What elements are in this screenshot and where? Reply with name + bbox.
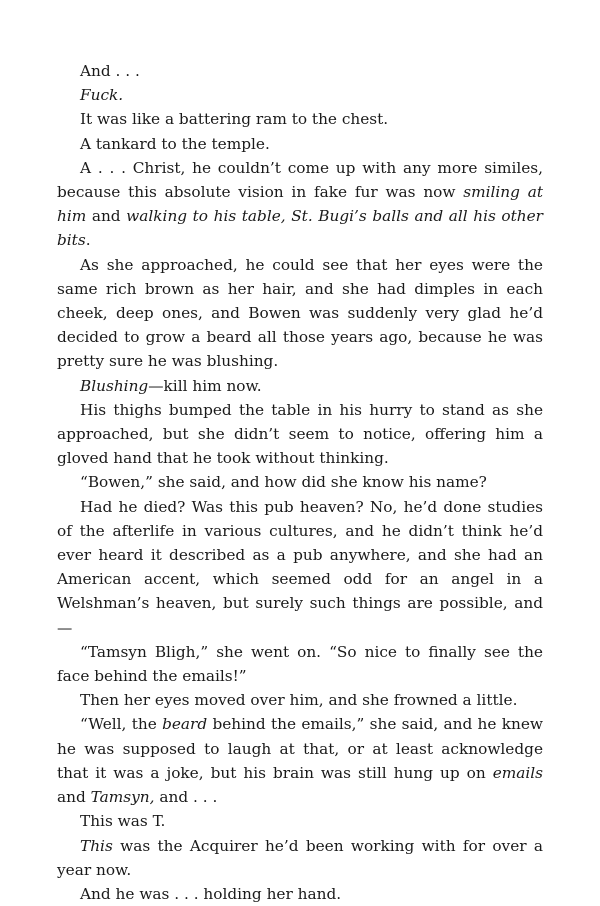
paragraph bbox=[57, 398, 543, 471]
text-run: was the Acquirer he’d been working with for over a year now. bbox=[57, 836, 543, 879]
paragraph bbox=[57, 470, 543, 494]
text-run: It was like a battering ram to the chest. bbox=[80, 110, 389, 129]
italic-run: emails bbox=[492, 763, 543, 782]
text-run: behind the emails,” she said, and he knew he was supposed to laugh at that, or at least acknowledge that it was a joke, but his brain was still hung up on bbox=[57, 715, 544, 782]
italic-run: beard bbox=[162, 715, 208, 734]
text-run: His thighs bumped the table in his hurry to stand as she approached, but she didn’t seem to notice, offering him a gloved hand that he took without thinking. bbox=[57, 400, 543, 468]
text-run: As she approached, he could see that her eyes were the same rich brown as her hair, and she had dimples in each cheek, deep ones, and Bowen was suddenly very glad he’d decided to grow a beard all those years ago, because he was pretty sure he was blushing. bbox=[57, 255, 543, 371]
text-run: And he was . . . holding her hand. bbox=[80, 884, 342, 903]
paragraph bbox=[57, 495, 543, 640]
text-run: —kill him now. bbox=[148, 376, 262, 395]
italic-run: smiling at him bbox=[57, 183, 543, 226]
paragraph bbox=[57, 834, 543, 882]
text-run: “Well, the bbox=[80, 715, 163, 734]
italic-run: Fuck. bbox=[80, 86, 124, 105]
text-run: . bbox=[85, 231, 91, 250]
paragraph bbox=[57, 83, 543, 107]
italic-run: This bbox=[80, 836, 113, 855]
paragraph bbox=[57, 712, 543, 809]
text-run: and bbox=[86, 207, 127, 226]
paragraph bbox=[57, 107, 543, 131]
text-run: This was T. bbox=[80, 812, 166, 831]
italic-run: walking to his table, St. Bugi’s balls and all his other bits bbox=[57, 207, 543, 250]
text-run: “Bowen,” she said, and how did she know his name? bbox=[80, 473, 487, 492]
paragraph bbox=[57, 809, 543, 833]
italic-run: Blushing bbox=[80, 376, 149, 395]
paragraph bbox=[57, 253, 543, 374]
paragraph bbox=[57, 688, 543, 712]
text-run: “Tamsyn Bligh,” she went on. “So nice to finally see the face behind the emails!” bbox=[57, 642, 543, 686]
text-run: and bbox=[57, 788, 91, 807]
paragraph bbox=[57, 882, 543, 906]
italic-run: Tamsyn, bbox=[90, 788, 155, 807]
text-run: And . . . bbox=[80, 62, 140, 80]
paragraph bbox=[57, 374, 543, 398]
paragraph bbox=[57, 640, 543, 688]
text-run: A . . . Christ, he couldn’t come up with any more similes, because this absolute vision in fake fur was now bbox=[57, 158, 543, 202]
text-run: Then her eyes moved over him, and she frowned a little. bbox=[80, 691, 518, 710]
paragraph bbox=[57, 132, 543, 156]
paragraph bbox=[57, 59, 543, 83]
text-run: Had he died? Was this pub heaven? No, he’d done studies of the afterlife in various cultures, and he didn’t think he’d ever heard it described as a pub anywhere, and she had an American accent, which seemed odd for an angel in a Welshman’s heaven, but surely such things are possible, and— bbox=[57, 497, 543, 637]
book-page bbox=[57, 59, 543, 906]
text-run: and . . . bbox=[154, 788, 218, 807]
paragraph bbox=[57, 156, 543, 253]
text-run: A tankard to the temple. bbox=[80, 134, 270, 153]
